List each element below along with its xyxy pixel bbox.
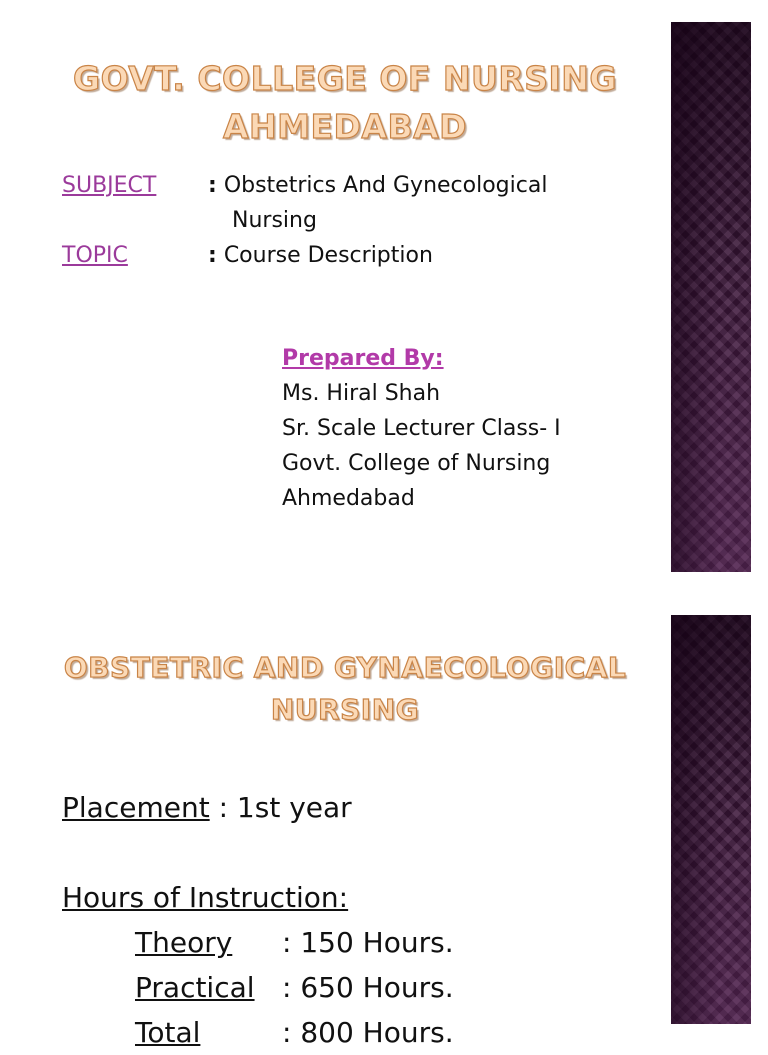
subject-value-continuation [232, 203, 317, 238]
placement-label: Placement [62, 791, 210, 824]
subject-value [208, 168, 547, 203]
subject-row [62, 168, 156, 203]
topic-row [62, 238, 128, 273]
preparer-organization: Govt. College of Nursing [282, 451, 551, 476]
prepared-by-block [282, 341, 561, 516]
subject-value-line1: Obstetrics And Gynecological [223, 173, 548, 198]
course-title-line2: NURSING [270, 693, 420, 726]
course-title-line1: OBSTETRIC AND GYNAECOLOGICAL [63, 651, 627, 684]
course-title [40, 647, 650, 731]
college-title [40, 55, 650, 151]
total-label: Total [135, 1016, 201, 1049]
placement-row [62, 785, 352, 830]
preparer-title: Sr. Scale Lecturer Class- I [282, 416, 561, 441]
preparer-city: Ahmedabad [282, 486, 415, 511]
placement-value: : 1st year [218, 791, 352, 824]
practical-value: : 650 Hours. [282, 971, 454, 1004]
subject-value-line2: Nursing [232, 208, 317, 233]
topic-separator: : [208, 243, 217, 268]
preparer-name: Ms. Hiral Shah [282, 381, 441, 406]
slide-course-info [0, 595, 768, 1049]
college-title-line2: AHMEDABAD [222, 107, 468, 146]
decorative-side-band [671, 22, 751, 572]
topic-value [208, 238, 433, 273]
hours-heading: Hours of Instruction: [62, 881, 349, 914]
theory-label: Theory [135, 926, 233, 959]
college-title-line1: GOVT. COLLEGE OF NURSING [73, 59, 617, 98]
subject-separator: : [208, 173, 217, 198]
subject-label[interactable]: SUBJECT [62, 173, 157, 198]
total-value: : 800 Hours. [282, 1016, 454, 1049]
practical-label: Practical [135, 971, 255, 1004]
prepared-by-heading: Prepared By: [282, 346, 444, 371]
topic-label[interactable]: TOPIC [62, 243, 128, 268]
theory-value: : 150 Hours. [282, 926, 454, 959]
topic-value-text: Course Description [223, 243, 433, 268]
decorative-side-band [671, 615, 751, 1024]
